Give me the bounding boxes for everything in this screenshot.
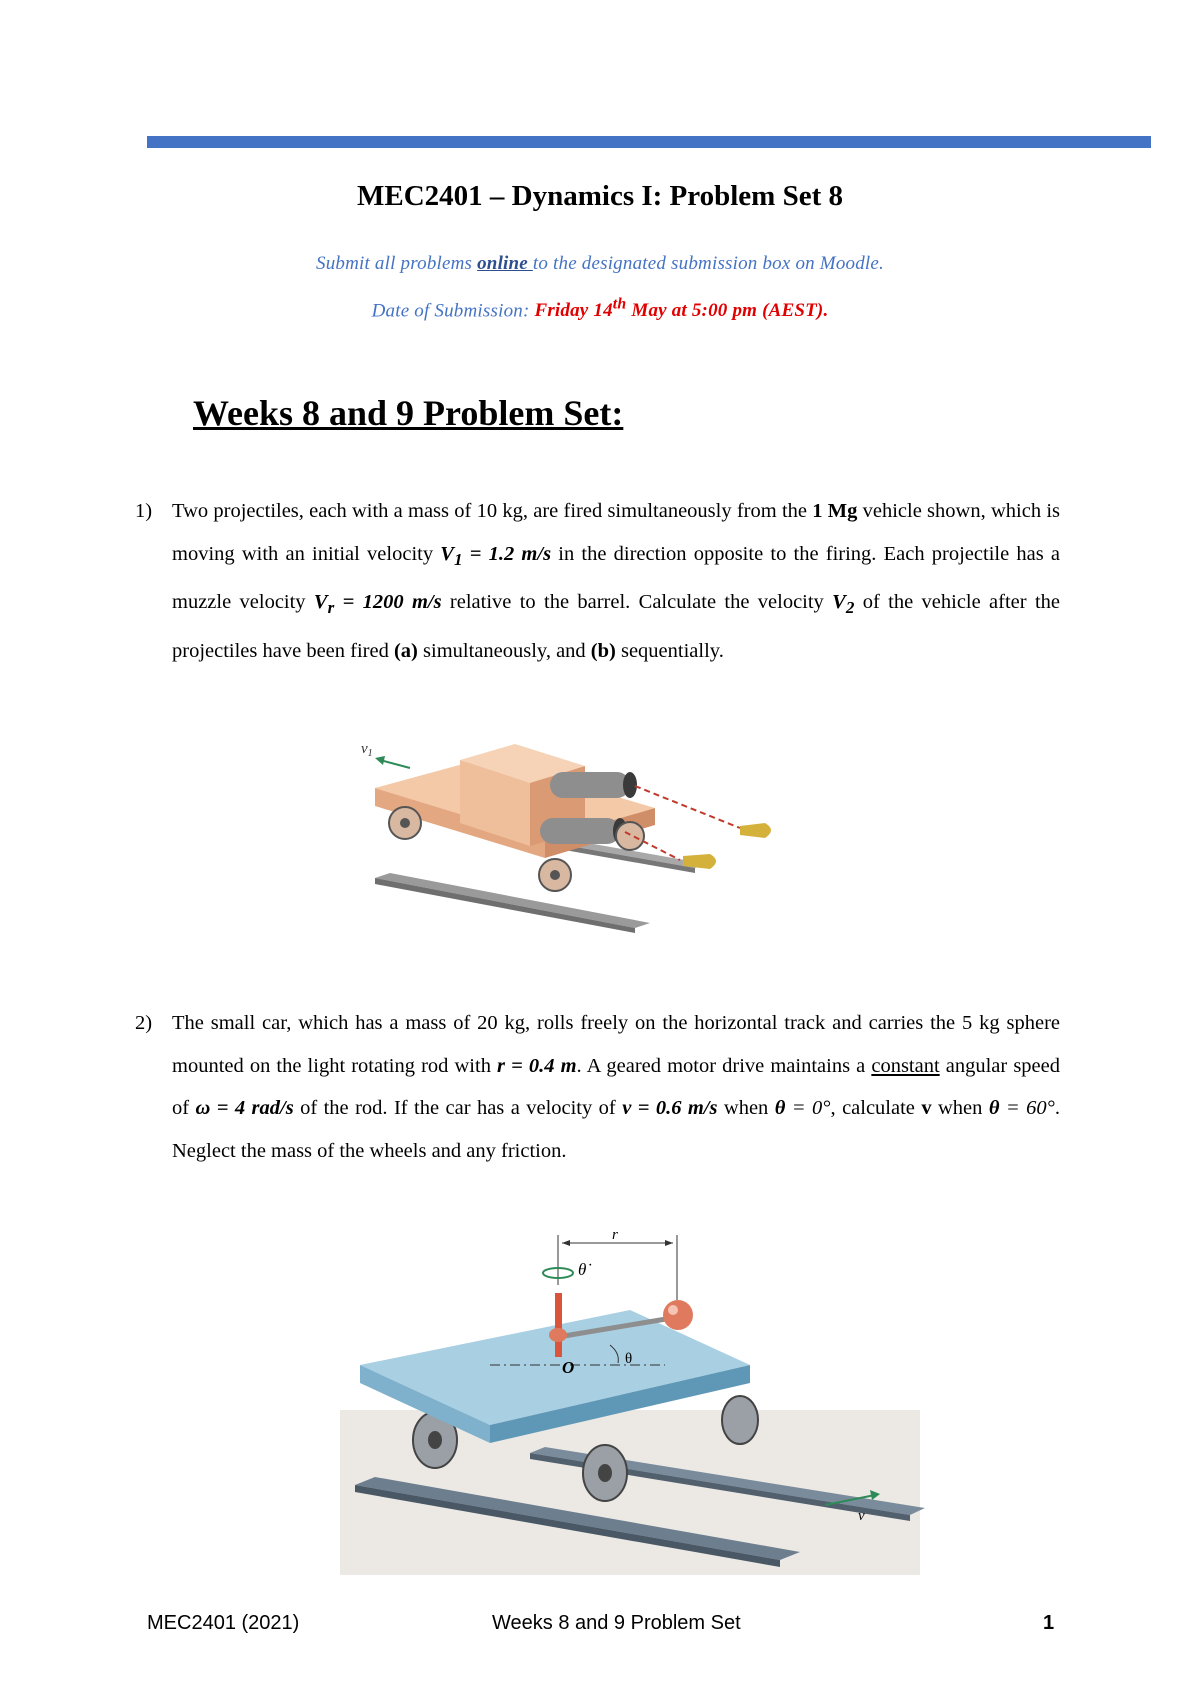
problem-2 bbox=[135, 1002, 1060, 1172]
problem-number: 1) bbox=[135, 500, 153, 522]
label-theta: θ bbox=[625, 1351, 633, 1367]
angular-velocity-indicator bbox=[543, 1260, 591, 1279]
due-date: Friday 14th May at 5:00 pm (AEST). bbox=[534, 296, 829, 322]
label-origin-O: O bbox=[562, 1358, 575, 1377]
problem-text: The small car, which has a mass of 20 kg, rolls freely on the horizontal track and carries the 5 kg sphere mounted on the light rotating rod with r = 0.4 m. A geared motor drive maintains a constant angular speed of ω = 4 rad/s of the rod. If the car has a velocity of v = 0.6 m/s when θ = 0°, calculate v when θ = 60°. Neglect the mass of the wheels and any friction. bbox=[172, 1012, 1060, 1162]
svg-text:v1: $v_1$ bbox=[361, 741, 373, 759]
submission-instruction: Submit all problems online to the designated submission box on Moodle. bbox=[316, 253, 884, 274]
svg-text:v: v bbox=[858, 1508, 865, 1524]
svg-text:r: r bbox=[612, 1227, 618, 1243]
online-emphasis: online bbox=[477, 253, 533, 274]
submission-date: Date of Submission: Friday 14th May at 5:00 pm (AEST). bbox=[371, 296, 829, 322]
svg-text:θ̇: θ̇ bbox=[578, 1260, 587, 1279]
header-rule bbox=[147, 136, 1151, 148]
section-title: Weeks 8 and 9 Problem Set: bbox=[193, 393, 624, 433]
dimension-r bbox=[558, 1227, 677, 1300]
problem-number: 2) bbox=[135, 1012, 153, 1034]
velocity-v1-arrow bbox=[361, 741, 410, 768]
footer-title: Weeks 8 and 9 Problem Set bbox=[492, 1612, 741, 1634]
figure-rotating-sphere-car bbox=[340, 1215, 920, 1575]
problem-text: Two projectiles, each with a mass of 10 kg, are fired simultaneously from the 1 Mg vehicle shown, which is moving with an initial velocity $V_1 = 1.2$ m/s in the direction opposite to the firing. Each projectile has a muzzle velocity $V_r = 1200$ m/s relative to the barrel. Calculate the velocity $V_2$ of the vehicle after the projectiles have been fired (a) simultaneously, and (b) sequentially. bbox=[172, 500, 1061, 662]
page-number: 1 bbox=[1043, 1612, 1055, 1634]
page-title: MEC2401 – Dynamics I: Problem Set 8 bbox=[357, 180, 843, 212]
figure-projectile-vehicle bbox=[361, 728, 855, 933]
problem-1 bbox=[135, 490, 1060, 672]
footer-course: MEC2401 (2021) bbox=[147, 1612, 300, 1634]
